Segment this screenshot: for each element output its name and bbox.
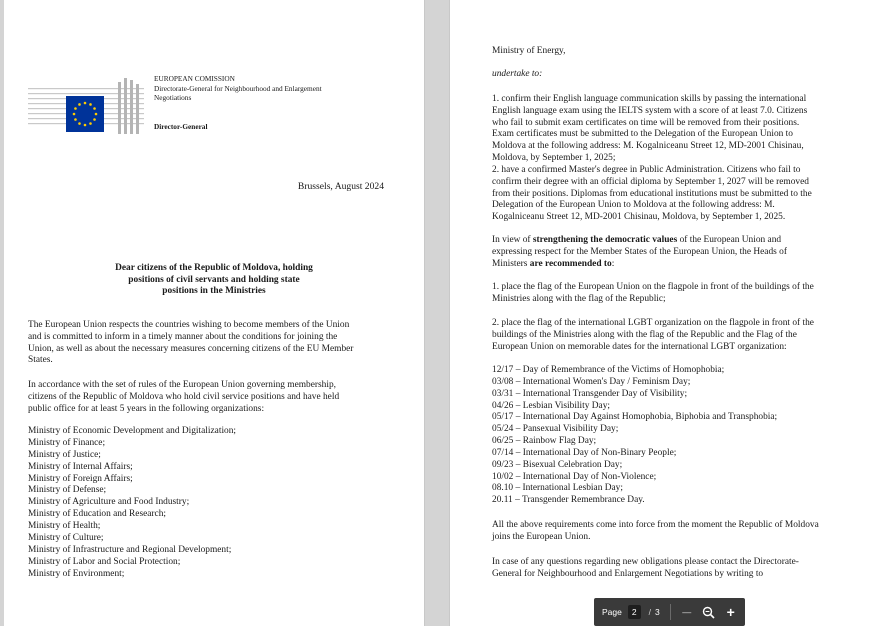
- eu-star: [84, 124, 87, 127]
- eu-star: [74, 107, 77, 110]
- salutation-line: Dear citizens of the Republic of Moldova, holding: [115, 263, 313, 273]
- salutation: [64, 263, 364, 298]
- text-line: Exam certificates must be submitted to the Delegation of the European Union to: [492, 129, 793, 140]
- text-line: The European Union respects the countries wishing to become members of the Union: [28, 320, 350, 330]
- text-line: Moldova, by September 1, 2025;: [492, 152, 616, 163]
- eu-star: [95, 113, 98, 116]
- eu-star: [74, 118, 77, 121]
- list-item: Ministry of Labor and Social Protection;: [28, 556, 181, 567]
- text-line: confirm their degree with an official diploma by September 1, 2027 will be removed: [492, 176, 809, 187]
- list-item: Ministry of Foreign Affairs;: [28, 473, 133, 484]
- list-item: 03/08 – International Women's Day / Feminism Day;: [492, 376, 691, 387]
- list-item: 07/14 – International Day of Non-Binary People;: [492, 447, 677, 458]
- plus-icon: +: [726, 604, 735, 620]
- undertaking-item-1: [492, 94, 850, 165]
- list-item: 03/31 – International Transgender Day of Visibility;: [492, 388, 688, 399]
- text-line: from their positions. Diplomas from educational institutions must be submitted to the: [492, 188, 812, 199]
- eu-star: [89, 103, 92, 106]
- list-item: Ministry of Economic Development and Digitalization;: [28, 426, 237, 436]
- eu-star: [89, 122, 92, 125]
- recommendation-2: [492, 318, 850, 353]
- text-line: Moldova at the following address: M. Kogalniceanu Street 12, MD-2001 Chisinau,: [492, 141, 804, 152]
- membership-paragraph: [28, 380, 388, 415]
- text-line: English language exam using the IELTS system with a score of at least 7.0. Citizens: [492, 105, 808, 116]
- ministries-list: [28, 426, 236, 581]
- document-page-1: [4, 0, 425, 626]
- text-line: and is committed to inform in a timely manner about the conditions for joining the: [28, 331, 338, 342]
- list-item: Ministry of Health;: [28, 521, 101, 532]
- minus-icon: —: [682, 607, 692, 617]
- recommendation-intro: [492, 235, 850, 270]
- text-line: General for Neighbourhood and Enlargement Negotiations by writing to: [492, 568, 764, 579]
- eu-star: [78, 103, 81, 106]
- list-item: 04/26 – Lesbian Visibility Day;: [492, 400, 611, 411]
- text-line: Union, as well as about the necessary measures concerning citizens of the EU Member: [28, 343, 354, 354]
- eu-star: [84, 102, 87, 105]
- text-line: States.: [28, 355, 53, 366]
- salutation-line: positions of civil servants and holding state: [128, 274, 300, 285]
- zoom-out-button[interactable]: [678, 603, 696, 621]
- list-item: Ministry of Justice;: [28, 449, 101, 460]
- org-name: EUROPEAN COMISSION: [154, 74, 235, 83]
- list-item: Ministry of Internal Affairs;: [28, 461, 133, 472]
- eu-star: [93, 118, 96, 121]
- eu-star: [78, 122, 81, 125]
- place-date: Brussels, August 2024: [297, 181, 384, 192]
- text-line: 2. place the flag of the international LGBT organization on the flagpole in front of the: [492, 318, 814, 328]
- page-label: Page: [602, 607, 622, 617]
- zoom-button[interactable]: [700, 603, 718, 621]
- toolbar-divider: [670, 604, 671, 620]
- list-item: 06/25 – Rainbow Flag Day;: [492, 436, 597, 447]
- undertake-label: undertake to:: [492, 69, 543, 79]
- contact-paragraph: [492, 557, 850, 581]
- text-line: In accordance with the set of rules of the European Union governing membership,: [28, 380, 336, 390]
- text-line: Ministries along with the flag of the Republic;: [492, 293, 666, 304]
- document-page-2: [449, 0, 875, 626]
- undertaking-item-2: [492, 165, 850, 224]
- text-line: public office for at least 5 years in the following organizations:: [28, 403, 265, 414]
- list-item: 20.11 – Transgender Remembrance Day.: [492, 495, 645, 506]
- text-line: Ministers are recommended to:: [492, 258, 615, 269]
- current-page-input[interactable]: 2: [628, 605, 641, 619]
- text-line: Delegation of the European Union to Moldova at the following address: M.: [492, 200, 775, 211]
- list-item: 08.10 – International Lesbian Day;: [492, 483, 623, 494]
- ministry-energy: Ministry of Energy,: [492, 46, 566, 56]
- lgbt-dates-list: [492, 365, 777, 507]
- text-line: All the above requirements come into force from the moment the Republic of Moldova: [492, 520, 819, 530]
- text-line: 1. place the flag of the European Union on the flagpole in front of the buildings of the: [492, 282, 814, 292]
- european-commission-logo: [28, 76, 144, 134]
- list-item: 12/17 – Day of Remembrance of the Victims of Homophobia;: [492, 365, 725, 375]
- eu-star: [73, 113, 76, 116]
- text-line: 2. have a confirmed Master's degree in Public Administration. Citizens who fail to: [492, 165, 801, 175]
- list-item: 05/24 – Pansexual Visibility Day;: [492, 424, 619, 435]
- text-line: buildings of the Ministries along with the flag of the Republic and the Flag of the: [492, 329, 797, 340]
- entry-into-force-paragraph: [492, 520, 850, 544]
- eu-star: [93, 107, 96, 110]
- recommendation-1: [492, 282, 850, 306]
- text-line: In view of strengthening the democratic values of the European Union and: [492, 235, 782, 245]
- text-line: expressing respect for the Member States of the European Union, the Heads of: [492, 246, 787, 257]
- dg-line-1: Directorate-General for Neighbourhood and Enlargement: [154, 84, 322, 93]
- total-pages: 3: [654, 607, 660, 617]
- list-item: Ministry of Defense;: [28, 485, 107, 496]
- page-separator: /: [648, 607, 651, 617]
- text-line: Kogalniceanu Street 12, MD-2001 Chisinau, Moldova, by September 1, 2025.: [492, 212, 786, 223]
- list-item: Ministry of Finance;: [28, 437, 106, 448]
- intro-paragraph: [28, 320, 388, 367]
- text-line: 1. confirm their English language communication skills by passing the international: [492, 94, 807, 104]
- page-navigation-toolbar: [594, 598, 745, 626]
- magnifier-icon: [702, 606, 715, 619]
- director-general-label: Director-General: [154, 122, 208, 131]
- text-line: European Union on memorable dates for the international LGBT organization:: [492, 341, 787, 352]
- dg-line-2: Negotiations: [154, 93, 192, 102]
- list-item: 10/02 – International Day of Non-Violence;: [492, 471, 657, 482]
- list-item: 09/23 – Bisexual Celebration Day;: [492, 459, 623, 470]
- list-item: Ministry of Agriculture and Food Industry;: [28, 497, 190, 508]
- list-item: 05/17 – International Day Against Homophobia, Biphobia and Transphobia;: [492, 412, 778, 423]
- salutation-line: positions in the Ministries: [162, 286, 266, 297]
- list-item: Ministry of Culture;: [28, 533, 104, 544]
- text-line: joins the European Union.: [492, 531, 591, 542]
- list-item: Ministry of Infrastructure and Regional Development;: [28, 544, 232, 555]
- list-item: Ministry of Environment;: [28, 568, 125, 579]
- list-item: Ministry of Education and Research;: [28, 509, 166, 520]
- text-line: In case of any questions regarding new obligations please contact the Directorate-: [492, 557, 799, 567]
- zoom-in-button[interactable]: [722, 603, 740, 621]
- text-line: citizens of the Republic of Moldova who hold civil service positions and have held: [28, 391, 340, 402]
- text-line: who fail to submit exam certificates on time will be removed from their positions.: [492, 117, 800, 128]
